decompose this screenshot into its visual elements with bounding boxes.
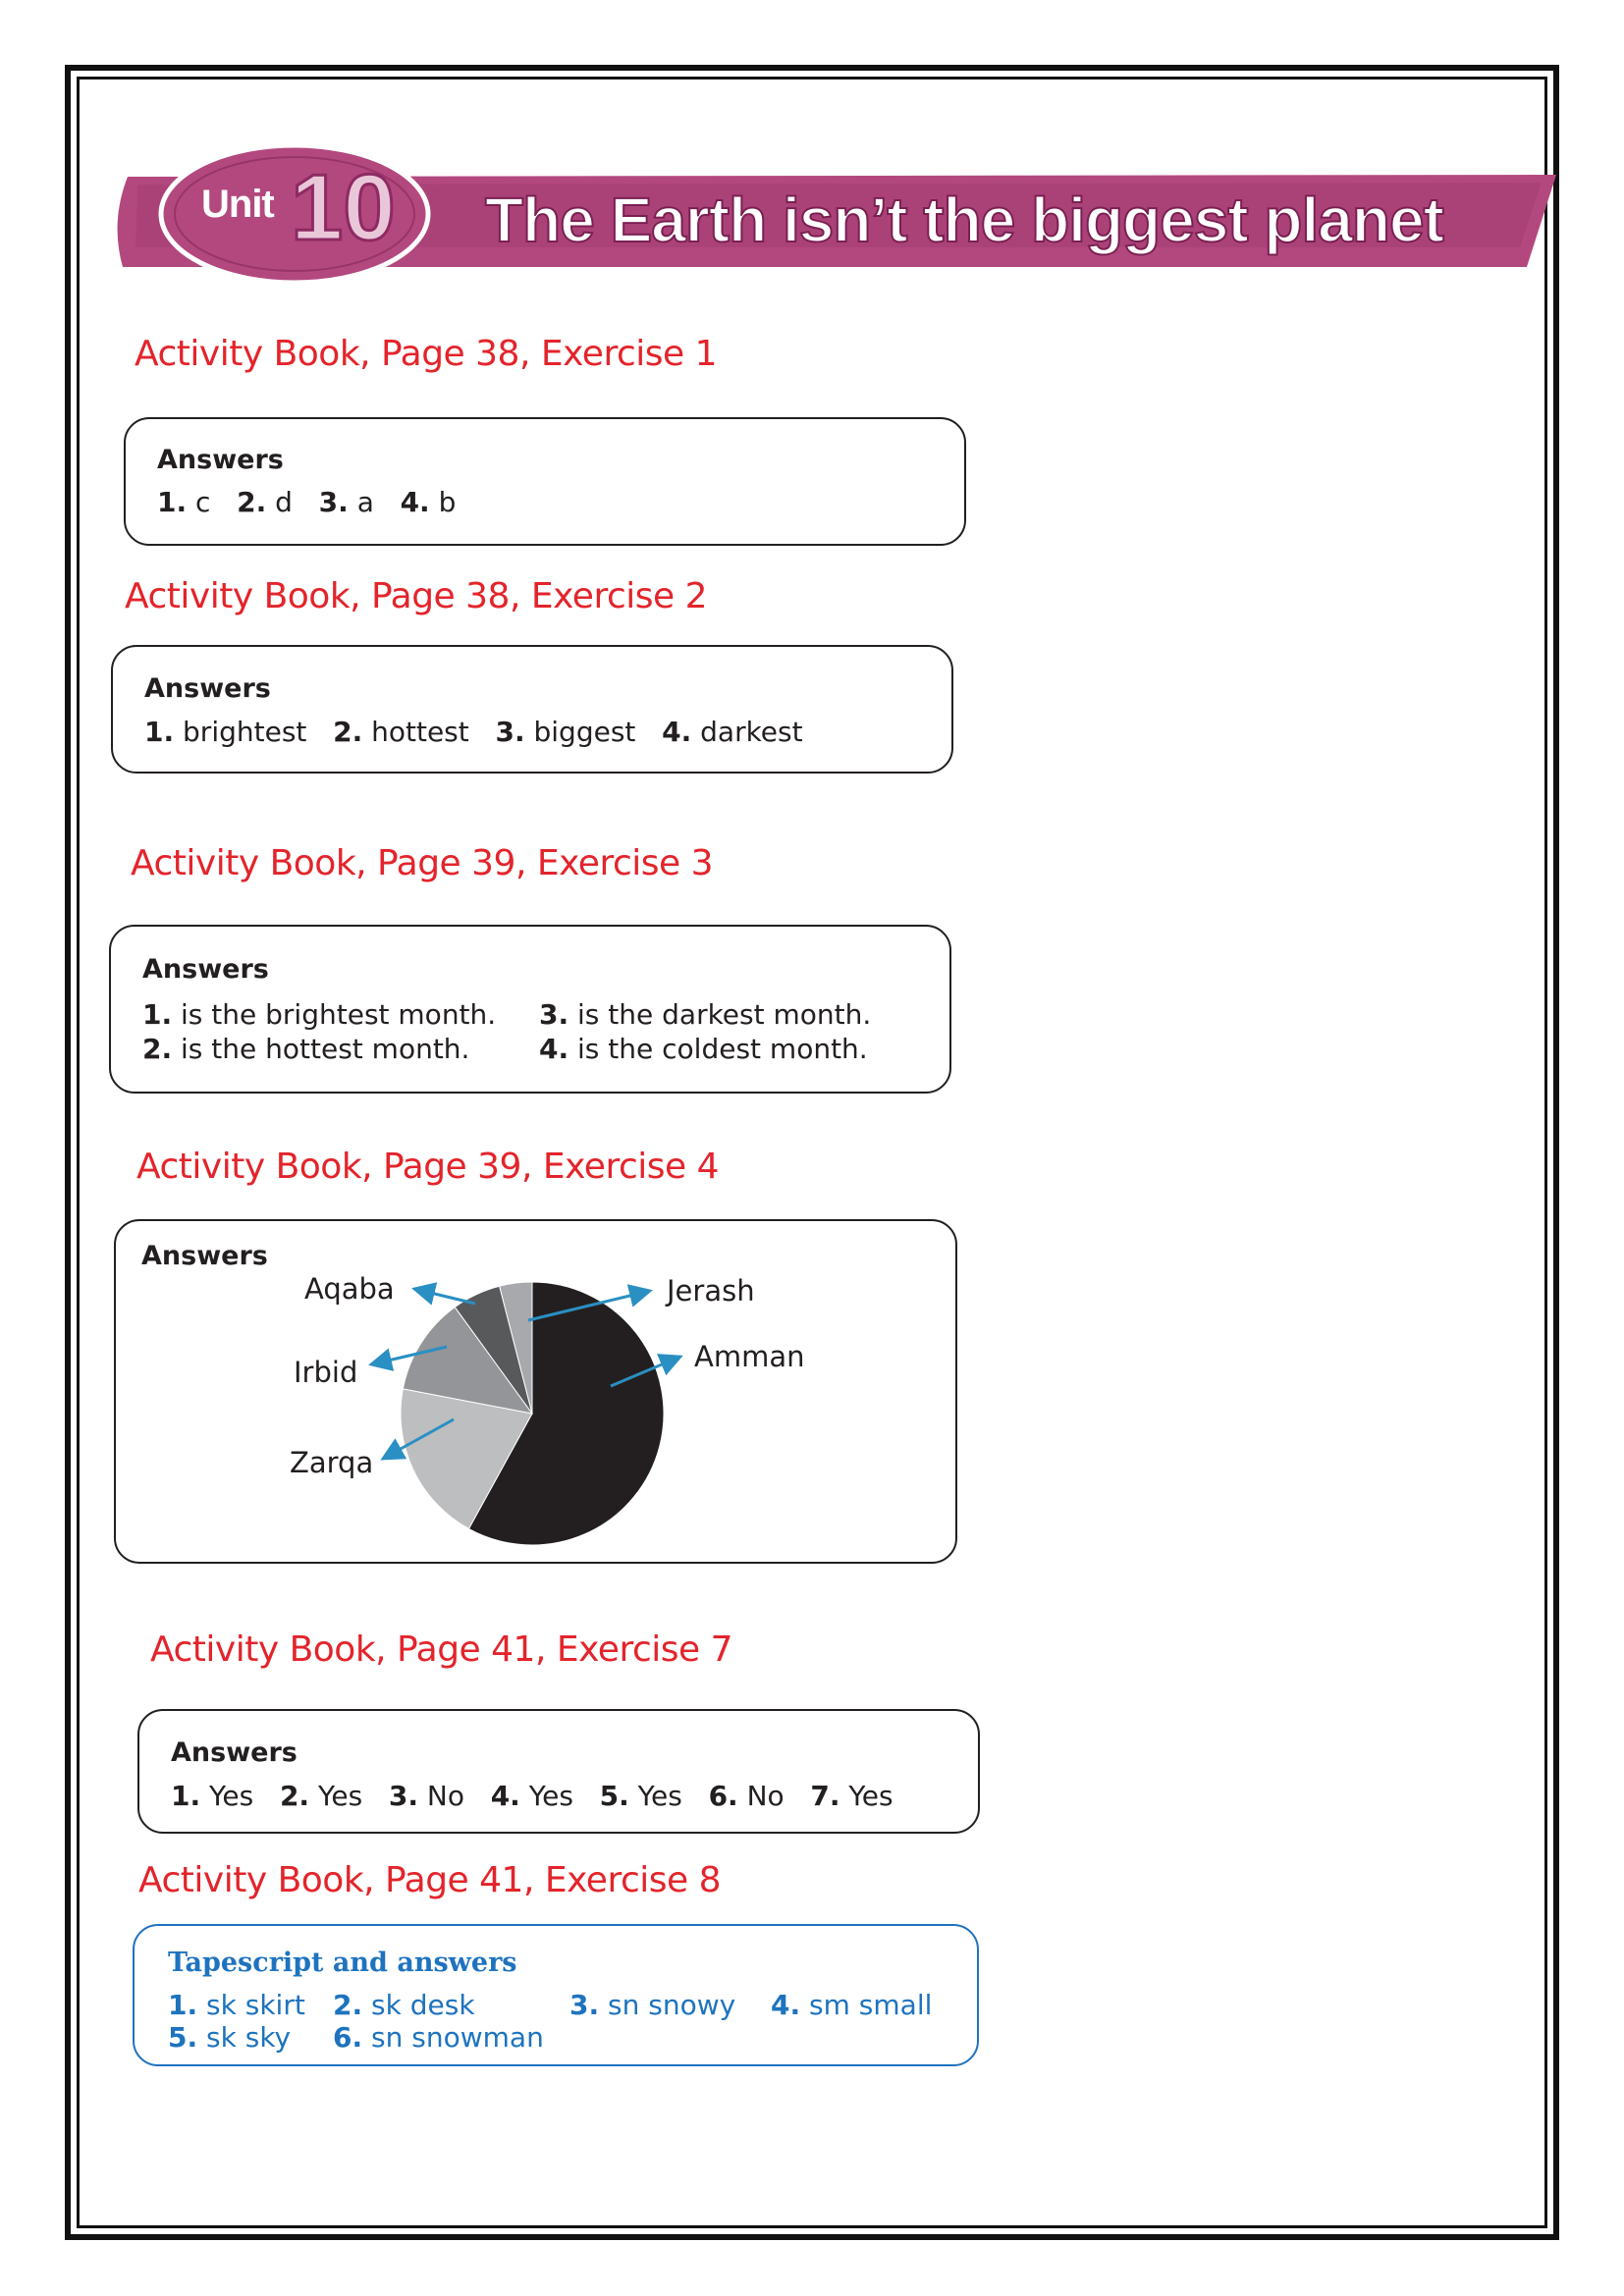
answer-box: [137, 1709, 980, 1834]
answer-item: 5. sk sky: [168, 2021, 292, 2054]
answer-item: 1. sk skirt: [168, 1989, 305, 2021]
answer-item: 1. c: [157, 486, 211, 518]
answer-item: 4. is the coldest month.: [539, 1033, 868, 1065]
answer-item: 3. biggest: [495, 716, 636, 748]
section-heading: Activity Book, Page 39, Exercise 4: [136, 1147, 719, 1187]
answer-item: 1. Yes: [171, 1780, 254, 1812]
answer-box-title: Answers: [142, 954, 269, 985]
answer-item: 2. hottest: [333, 716, 469, 748]
answer-item: 4. Yes: [490, 1780, 573, 1812]
answer-box-title: Answers: [157, 445, 284, 475]
pie-arrow-aqaba: [414, 1289, 475, 1304]
answer-item: 2. d: [237, 486, 293, 518]
answer-item: 4. sm small: [771, 1989, 933, 2021]
pie-label-jerash: Jerash: [667, 1274, 755, 1308]
answer-item: 2. is the hottest month.: [142, 1033, 470, 1065]
answer-item: 3. sn snowy: [569, 1989, 736, 2021]
pie-label-aqaba: Aqaba: [304, 1272, 395, 1306]
answer-item: 2. Yes: [279, 1780, 363, 1812]
answer-item: 1. is the brightest month.: [142, 998, 497, 1031]
section-heading: Activity Book, Page 38, Exercise 1: [135, 334, 717, 374]
answer-item: 4. darkest: [662, 716, 803, 748]
tapescript-box-title: Tapescript and answers: [168, 1948, 517, 1978]
answer-item: 2. sk desk: [333, 1989, 475, 2021]
answer-item: 4. b: [400, 486, 457, 518]
unit-title: The Earth isn’t the biggest planet: [485, 185, 1443, 255]
section-heading: Activity Book, Page 39, Exercise 3: [131, 843, 713, 883]
answer-item: 6. No: [708, 1780, 785, 1812]
answer-item: 3. a: [318, 486, 374, 518]
answer-item: 7. Yes: [810, 1780, 893, 1812]
pie-label-irbid: Irbid: [294, 1356, 358, 1389]
tapescript-box: [133, 1924, 979, 2066]
unit-number: 10: [291, 155, 396, 260]
section-heading: Activity Book, Page 38, Exercise 2: [125, 576, 707, 616]
answer-box-title: Answers: [141, 1241, 268, 1271]
answer-item: 6. sn snowman: [333, 2021, 544, 2054]
pie-label-zarqa: Zarqa: [290, 1446, 374, 1479]
unit-word: Unit: [201, 183, 274, 226]
answer-row: [171, 1780, 893, 1812]
answer-box-title: Answers: [171, 1737, 298, 1768]
answer-box-title: Answers: [144, 673, 271, 704]
answer-item: 5. Yes: [599, 1780, 682, 1812]
section-heading: Activity Book, Page 41, Exercise 8: [138, 1860, 721, 1900]
section-heading: Activity Book, Page 41, Exercise 7: [150, 1629, 732, 1670]
answer-item: 3. is the darkest month.: [539, 998, 872, 1031]
pie-label-amman: Amman: [694, 1340, 805, 1373]
answer-item: 3. No: [388, 1780, 464, 1812]
answer-item: 1. brightest: [144, 716, 307, 748]
